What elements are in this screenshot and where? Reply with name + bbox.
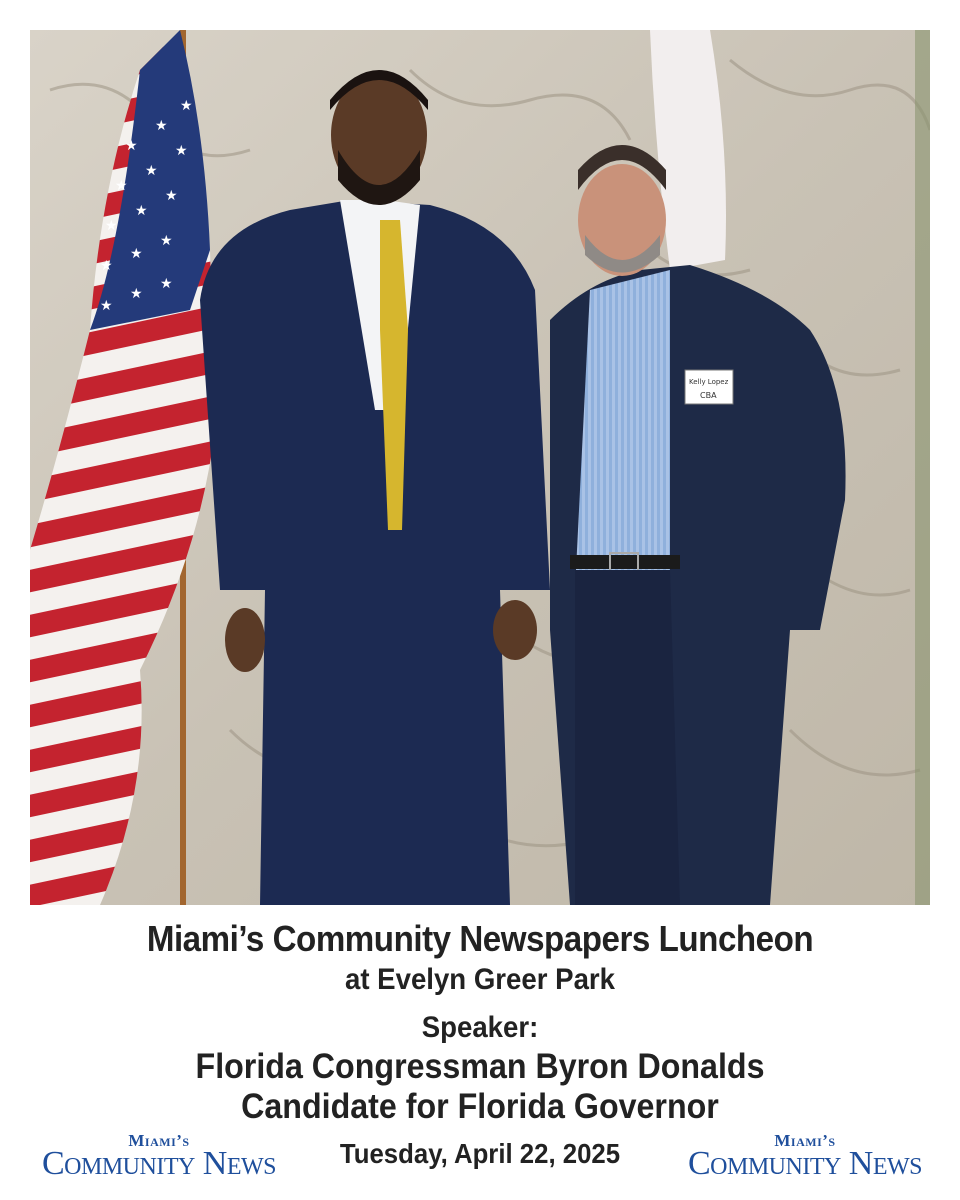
svg-text:★: ★: [115, 178, 128, 194]
svg-text:★: ★: [100, 258, 113, 274]
community-news-logo-left: [14, 1132, 304, 1182]
photo-illustration: [30, 30, 930, 905]
logo-right-line2: Community News: [687, 1145, 923, 1182]
event-photo: [30, 30, 930, 905]
logo-left-line2: Community News: [41, 1145, 277, 1182]
event-venue: at Evelyn Greer Park: [344, 963, 616, 996]
logo-right-line1: Miami’s: [774, 1131, 836, 1150]
svg-text:★: ★: [160, 276, 173, 292]
event-date: Tuesday, April 22, 2025: [339, 1138, 621, 1169]
svg-text:★: ★: [130, 286, 143, 302]
svg-text:★: ★: [130, 246, 143, 262]
svg-text:★: ★: [160, 233, 173, 249]
name-tag-line2: CBA: [700, 391, 717, 400]
svg-text:★: ★: [180, 98, 193, 114]
svg-text:★: ★: [135, 203, 148, 219]
svg-text:★: ★: [105, 218, 118, 234]
svg-text:★: ★: [100, 298, 113, 314]
svg-text:★: ★: [165, 188, 178, 204]
event-title: Miami’s Community Newspapers Luncheon: [146, 918, 814, 959]
speaker-label: Speaker:: [421, 1011, 539, 1044]
community-news-logo-right: [660, 1132, 950, 1182]
svg-text:★: ★: [145, 163, 158, 179]
svg-text:★: ★: [175, 143, 188, 159]
name-tag-line1: Kelly Lopez: [689, 378, 729, 386]
speaker-name: Florida Congressman Byron Donalds: [195, 1047, 765, 1086]
svg-text:★: ★: [155, 118, 168, 134]
logo-left-line1: Miami’s: [128, 1131, 190, 1150]
speaker-role: Candidate for Florida Governor: [241, 1087, 719, 1126]
svg-text:★: ★: [125, 138, 138, 154]
